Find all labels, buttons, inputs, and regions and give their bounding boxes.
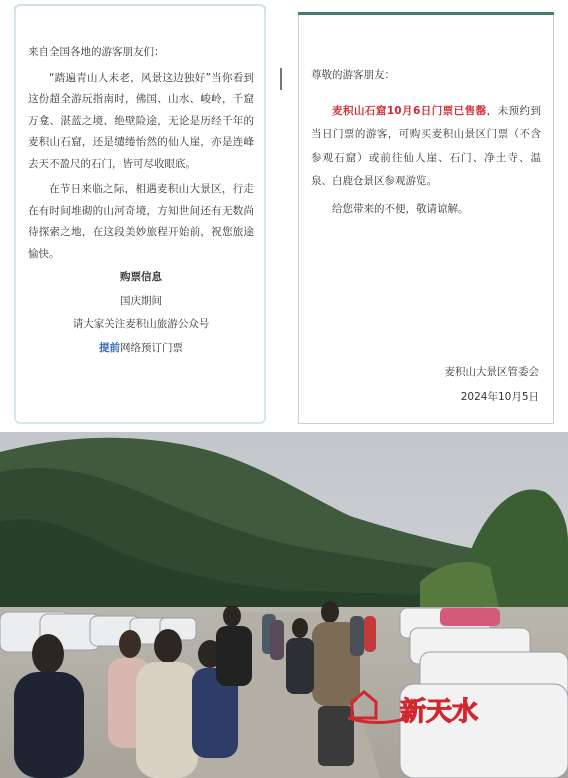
right-paragraph-1 <box>311 100 541 194</box>
right-notice-card <box>298 12 554 424</box>
left-greeting: 来自全国各地的游客朋友们： <box>28 46 165 58</box>
card-top-border <box>14 4 266 12</box>
vertical-divider <box>280 68 282 90</box>
left-paragraph-1: “踏遍青山人未老，风景这边独好”当你看到这份超全游玩指南时，佛国、山水、峻岭，千窟万龛、湛蓝之境、绝壁险途，无论是历经千年的麦积山石窟，还是缱绻怡然的仙人崖，亦是连峰去天不盈尺的石门，皆可尽收眼底。 <box>28 71 254 170</box>
parking-lot-photo <box>0 432 568 778</box>
ticket-advance-line <box>28 338 254 360</box>
right-apology: 给您带来的不便，敬请谅解。 <box>332 202 469 215</box>
signature-org: 麦积山大景区管委会 <box>444 366 539 378</box>
advance-highlight: 提前 <box>99 341 120 354</box>
right-paragraph-rest: ，未预约到当日门票的游客，可购买麦积山景区门票（不含参观石窟）或前往仙人崖、石门、净土寺、温泉、白鹿仓景区参观游览。 <box>311 104 541 187</box>
teal-top-bar <box>298 12 554 15</box>
ticket-period: 国庆期间 <box>120 294 162 307</box>
watermark-logo-icon <box>348 684 496 736</box>
left-notice-body <box>28 42 254 359</box>
right-greeting: 尊敬的游客朋友： <box>311 69 395 81</box>
signature-date: 2024年10月5日 <box>460 391 539 403</box>
right-notice-body <box>311 64 541 221</box>
ticket-follow-text: 请大家关注麦积山旅游公众号 <box>72 318 210 330</box>
sold-out-notice: 麦积山石窟10月6日门票已售罄 <box>332 104 487 117</box>
left-notice-card <box>14 6 266 424</box>
left-paragraph-2: 在节日来临之际，相遇麦积山大景区，行走在有时间堆砌的山河奇境，方知世间还有无数尚待探索之地，在这段美妙旅程开始前，祝您旅途愉快。 <box>28 183 254 260</box>
signature-block <box>445 360 540 410</box>
advance-rest: 网络预订门票 <box>120 341 183 354</box>
svg-text:新天水: 新天水 <box>400 697 479 727</box>
xintianshui-watermark <box>348 684 496 736</box>
ticket-heading: 购票信息 <box>120 271 162 283</box>
